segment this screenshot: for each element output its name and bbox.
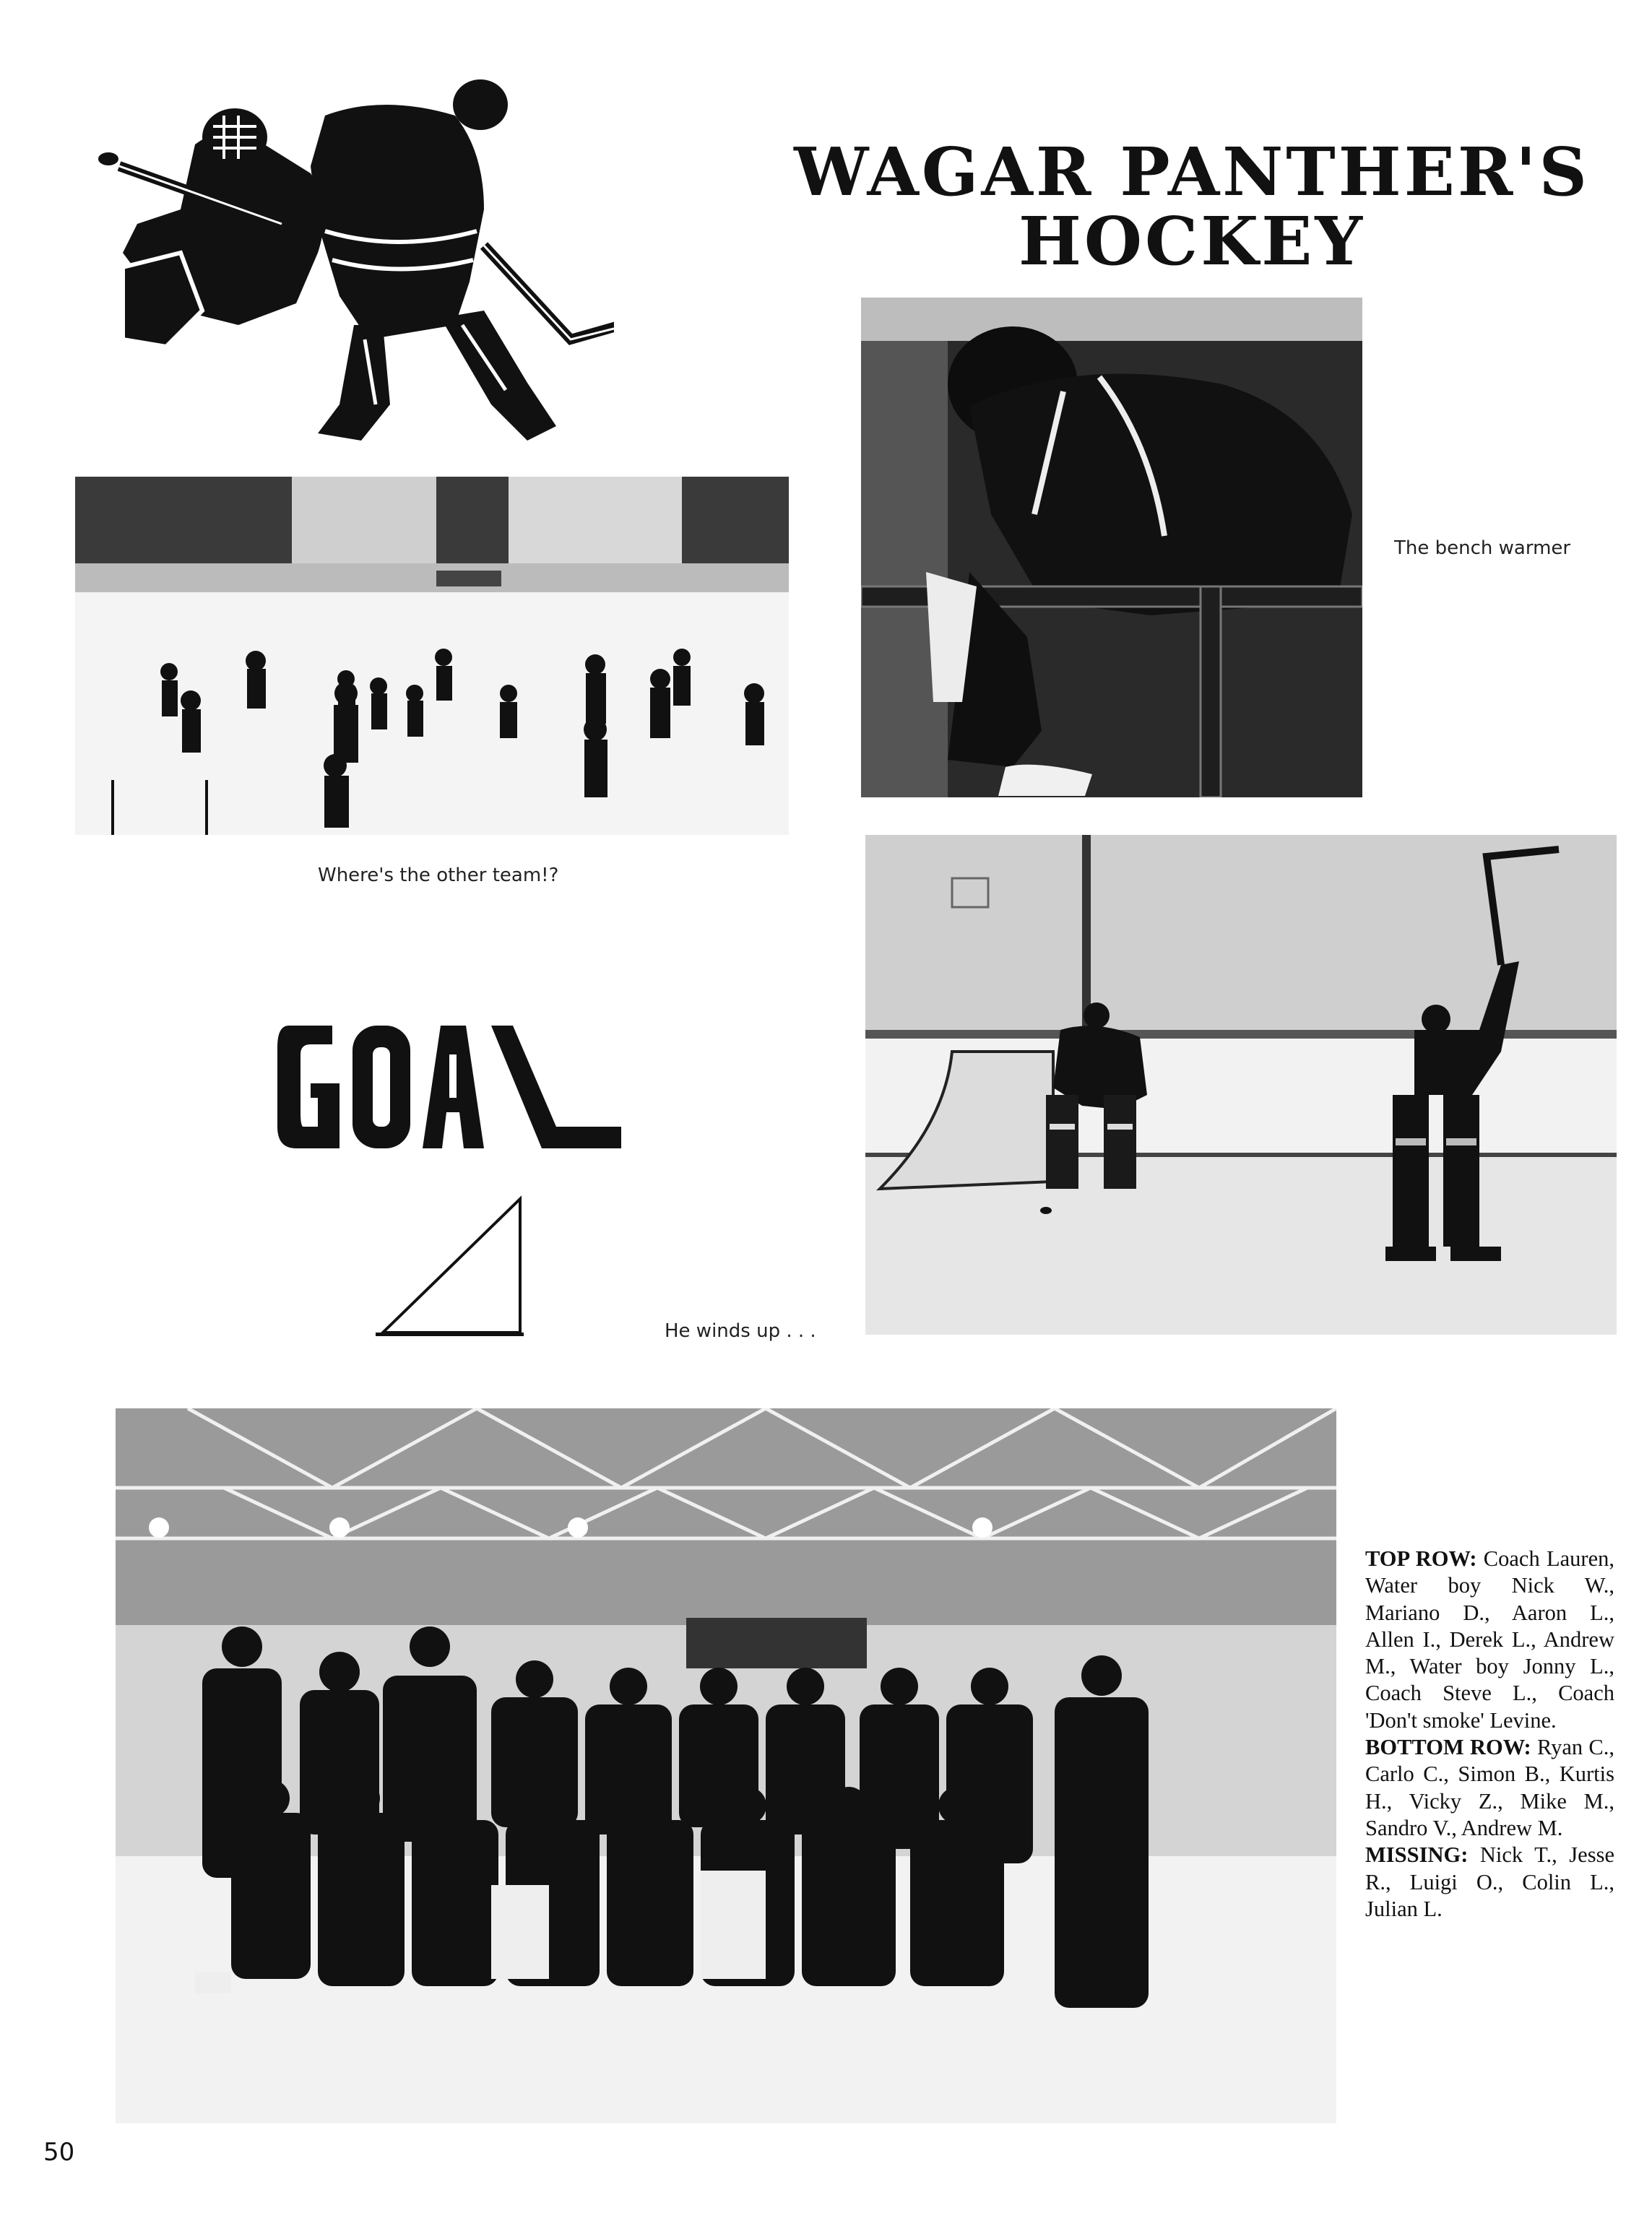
top-row-label: TOP ROW: [1365, 1546, 1477, 1571]
missing-label: MISSING: [1365, 1842, 1469, 1868]
bench-photo [861, 298, 1362, 797]
shot-photo [865, 835, 1617, 1335]
practice-photo-caption: Where's the other team!? [318, 865, 559, 886]
title-line-2: HOCKEY [1018, 202, 1366, 280]
top-row-names: Coach Lauren, Water boy Nick W., Mariano D., Aaron L., Allen I., Derek L., Andrew M., Water boy Jonny L., Coach Steve L., Coach 'Don't smoke' Levine. [1365, 1546, 1614, 1733]
bench-photo-caption: The bench warmer [1394, 537, 1571, 559]
goal-logo [274, 1011, 621, 1336]
missing-names: Nick T., Jesse R., Luigi O., Colin L., Julian L. [1365, 1842, 1614, 1921]
page-title [751, 133, 1632, 280]
bottom-row-label: BOTTOM ROW: [1365, 1735, 1531, 1760]
bottom-row-names: Ryan C., Carlo C., Simon B., Kurtis H., Vicky Z., Mike M., Sandro V., Andrew M. [1365, 1735, 1614, 1840]
hockey-players-clipart [79, 65, 614, 455]
team-roster-caption [1365, 1546, 1614, 1923]
title-line-1: WAGAR PANTHER'S [794, 133, 1590, 211]
page-number: 50 [43, 2138, 75, 2167]
shot-photo-caption: He winds up . . . [665, 1320, 816, 1342]
team-photo [116, 1408, 1336, 2123]
practice-photo [75, 477, 789, 835]
